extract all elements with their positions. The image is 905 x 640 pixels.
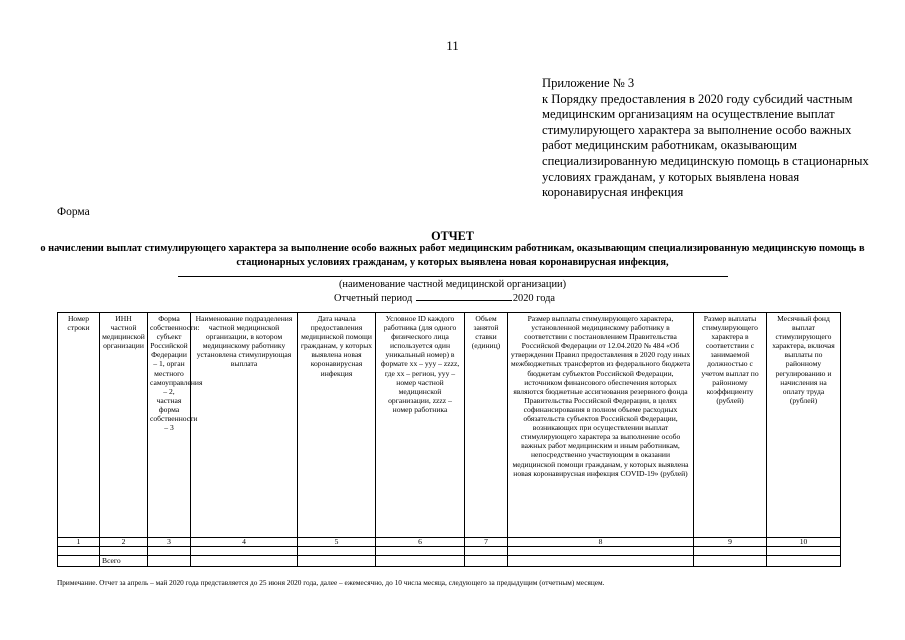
- table-cell: [100, 547, 148, 556]
- table-cell: [767, 547, 841, 556]
- table-cell: [191, 547, 298, 556]
- column-number: 2: [100, 538, 148, 547]
- period-blank-field: [416, 291, 512, 301]
- reporting-period: [334, 291, 555, 304]
- header-row-number: Номер строки: [58, 313, 100, 538]
- page-number: 11: [446, 38, 459, 53]
- total-row: [58, 556, 841, 567]
- table-cell: [58, 547, 100, 556]
- footnote: Примечание. Отчет за апрель – май 2020 года представляется до 25 июня 2020 года, далее – ежемесячно, до 10 числа месяца, следующего за предыдущим (отчетным) месяцем.: [57, 578, 605, 587]
- report-title: ОТЧЕТ: [431, 229, 474, 243]
- table-cell: [298, 547, 376, 556]
- table-cell: [767, 556, 841, 567]
- table-cell: [58, 556, 100, 567]
- column-number: 3: [148, 538, 191, 547]
- table-cell: [694, 556, 767, 567]
- annex-heading: Приложение № 3 к Порядку предоставления в 2020 году субсидий частным медицинским организациям на осуществление выплат стимулирующего характера за выполнение особо важных работ медицинским работникам, оказывающим специализированную медицинскую помощь в стационарных условиях гражданам, у которых выявлена новая коронавирусная инфекция: [542, 76, 869, 200]
- header-payment-resolution: Размер выплаты стимулирующего характера, установленной медицинскому работнику в соответствии с постановлением Правительства Российской Федерации от 12.04.2020 № 484 «Об утверждении Правил предоставления в 2020 году иных межбюджетных трансфертов из федерального бюджета бюджетам субъектов Российской Федерации, источником финансового обеспечения которых являются бюджетные ассигнования резервного фонда Правительства Российской Федерации, в целях софинансирования в полном объеме расходных обязательств субъектов Российской Федерации, возникающих при осуществлении выплат стимулирующего характера за выполнение особо важных работ медицинским и иным работникам, непосредственно участвующим в оказании медицинской помощи гражданам, у которых выявлена новая коронавирусная инфекция COVID-19» (рублей): [508, 313, 694, 538]
- report-subtitle: о начислении выплат стимулирующего характера за выполнение особо важных работ медицинским работникам, оказывающим специализированную медицинскую помощь в стационарных условиях гражданам, у которых выявлена новая коронавирусная инфекция,: [40, 243, 865, 268]
- table-cell: [148, 556, 191, 567]
- column-number: 6: [376, 538, 465, 547]
- table-cell: [376, 547, 465, 556]
- table-cell: [465, 547, 508, 556]
- table-row: [58, 547, 841, 556]
- header-monthly-fund: Месячный фонд выплат стимулирующего характера, включая выплаты по районному регулированию и начисления на оплату труда (рублей): [767, 313, 841, 538]
- column-number: 4: [191, 538, 298, 547]
- header-worker-id: Условное ID каждого работника (для одного физического лица используется один уникальный номер) в формате xx – yyy – zzzz, где xx – регион, yyy – номер частной медицинской организации, zzzz – номер работника: [376, 313, 465, 538]
- column-number: 8: [508, 538, 694, 547]
- column-numbers-row: [58, 538, 841, 547]
- period-year: 2020 года: [512, 293, 556, 304]
- header-ownership-form: Форма собственности: субъект Российской Федерации – 1, орган местного самоуправления – 2, частная форма собственности – 3: [148, 313, 191, 538]
- table-cell: [376, 556, 465, 567]
- column-number: 5: [298, 538, 376, 547]
- organization-caption: (наименование частной медицинской организации): [338, 279, 567, 290]
- column-number: 10: [767, 538, 841, 547]
- header-payment-position: Размер выплаты стимулирующего характера в соответствии с занимаемой должностью с учетом выплат по районному коэффициенту (рублей): [694, 313, 767, 538]
- table-cell: [508, 556, 694, 567]
- column-number: 1: [58, 538, 100, 547]
- organization-name-line: [178, 276, 728, 277]
- header-inn: ИНН частной медицинской организации: [100, 313, 148, 538]
- table-cell: [465, 556, 508, 567]
- header-start-date: Дата начала предоставления медицинской помощи гражданам, у которых выявлена новая коронавирусная инфекция: [298, 313, 376, 538]
- form-label: Форма: [57, 206, 90, 218]
- column-number: 7: [465, 538, 508, 547]
- table-cell: [148, 547, 191, 556]
- header-department-name: Наименование подразделения частной медицинской организации, в котором медицинскому работнику установлена стимулирующая выплата: [191, 313, 298, 538]
- table-cell: [508, 547, 694, 556]
- table-cell: [694, 547, 767, 556]
- table-cell: [298, 556, 376, 567]
- header-rate-volume: Объем занятой ставки (единиц): [465, 313, 508, 538]
- table-cell: [191, 556, 298, 567]
- total-label: Всего: [100, 556, 148, 567]
- period-label: Отчетный период: [334, 293, 413, 304]
- column-number: 9: [694, 538, 767, 547]
- report-table: [57, 312, 841, 567]
- table-header-row: [58, 313, 841, 538]
